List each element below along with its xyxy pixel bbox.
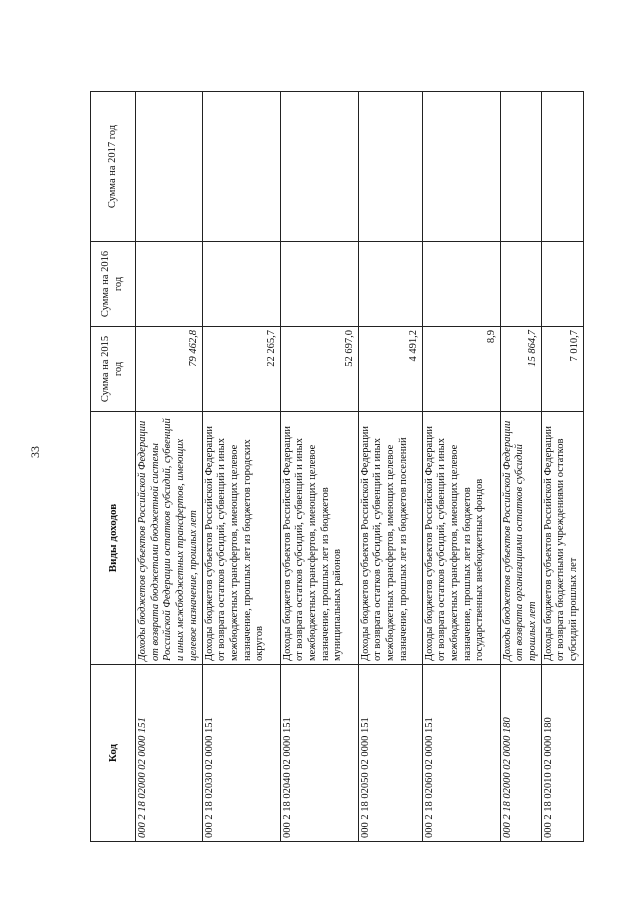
row-sum-2015: 8,9 <box>422 327 500 412</box>
table-row <box>136 92 203 842</box>
revenue-table <box>90 92 580 842</box>
row-sum-2017 <box>136 92 203 242</box>
header-sum-2015: Сумма на 2015 год <box>91 327 136 412</box>
row-description: Доходы бюджетов субъектов Российской Федерации от возврата остатков субсидий, субвенций и иных межбюджетных трансфертов, имеющих целевое назначение, прошлых лет из бюджетов муниципальных районов <box>280 412 358 665</box>
row-description: Доходы бюджетов субъектов Российской Федерации от возврата бюджетными учреждениями остатков субсидий прошлых лет <box>541 412 583 665</box>
row-sum-2017 <box>280 92 358 242</box>
table-row <box>500 92 541 842</box>
row-description: Доходы бюджетов субъектов Российской Федерации от возврата организациями остатков субсидий прошлых лет <box>500 412 541 665</box>
row-sum-2016 <box>136 242 203 327</box>
table-row <box>202 92 280 842</box>
row-sum-2017 <box>422 92 500 242</box>
row-sum-2016 <box>541 242 583 327</box>
row-sum-2016 <box>422 242 500 327</box>
row-sum-2015: 7 010,7 <box>541 327 583 412</box>
row-description: Доходы бюджетов субъектов Российской Федерации от возврата остатков субсидий, субвенций и иных межбюджетных трансфертов, имеющих целевое назначение, прошлых лет из бюджетов городских округов <box>202 412 280 665</box>
row-sum-2015: 79 462,8 <box>136 327 203 412</box>
header-sum-2016: Сумма на 2016 год <box>91 242 136 327</box>
page-number: 33 <box>28 446 42 458</box>
row-sum-2016 <box>202 242 280 327</box>
row-sum-2015: 52 697,0 <box>280 327 358 412</box>
row-sum-2015: 4 491,2 <box>358 327 422 412</box>
row-code: 000 2 18 02010 02 0000 180 <box>541 665 583 842</box>
table-row <box>422 92 500 842</box>
row-sum-2017 <box>541 92 583 242</box>
row-code: 000 2 18 02060 02 0000 151 <box>422 665 500 842</box>
header-revenue-type: Виды доходов <box>91 412 136 665</box>
row-description: Доходы бюджетов субъектов Российской Федерации от возврата бюджетами бюджетной системы Российской Федерации остатков субсидий, субвенций и иных межбюджетных трансфертов, имеющих целевое назначение, прошлых лет <box>136 412 203 665</box>
row-description: Доходы бюджетов субъектов Российской Федерации от возврата остатков субсидий, субвенций и иных межбюджетных трансфертов, имеющих целевое назначение, прошлых лет из бюджетов государственных внебюджетных фондов <box>422 412 500 665</box>
row-sum-2015: 15 864,7 <box>500 327 541 412</box>
row-code: 000 2 18 02000 02 0000 180 <box>500 665 541 842</box>
row-description: Доходы бюджетов субъектов Российской Федерации от возврата остатков субсидий, субвенций и иных межбюджетных трансфертов, имеющих целевое назначение, прошлых лет из бюджетов поселений <box>358 412 422 665</box>
row-sum-2016 <box>358 242 422 327</box>
header-sum-2017: Сумма на 2017 год <box>91 92 136 242</box>
row-sum-2015: 22 265,7 <box>202 327 280 412</box>
table-row <box>541 92 583 842</box>
row-code: 000 2 18 02040 02 0000 151 <box>280 665 358 842</box>
table-header-row <box>91 92 136 842</box>
row-code: 000 2 18 02000 02 0000 151 <box>136 665 203 842</box>
row-code: 000 2 18 02050 02 0000 151 <box>358 665 422 842</box>
row-sum-2017 <box>202 92 280 242</box>
rotated-table-frame <box>90 92 580 842</box>
row-sum-2017 <box>358 92 422 242</box>
table-row <box>280 92 358 842</box>
table-row <box>358 92 422 842</box>
row-sum-2017 <box>500 92 541 242</box>
row-code: 000 2 18 02030 02 0000 151 <box>202 665 280 842</box>
header-code: Код <box>91 665 136 842</box>
row-sum-2016 <box>500 242 541 327</box>
row-sum-2016 <box>280 242 358 327</box>
